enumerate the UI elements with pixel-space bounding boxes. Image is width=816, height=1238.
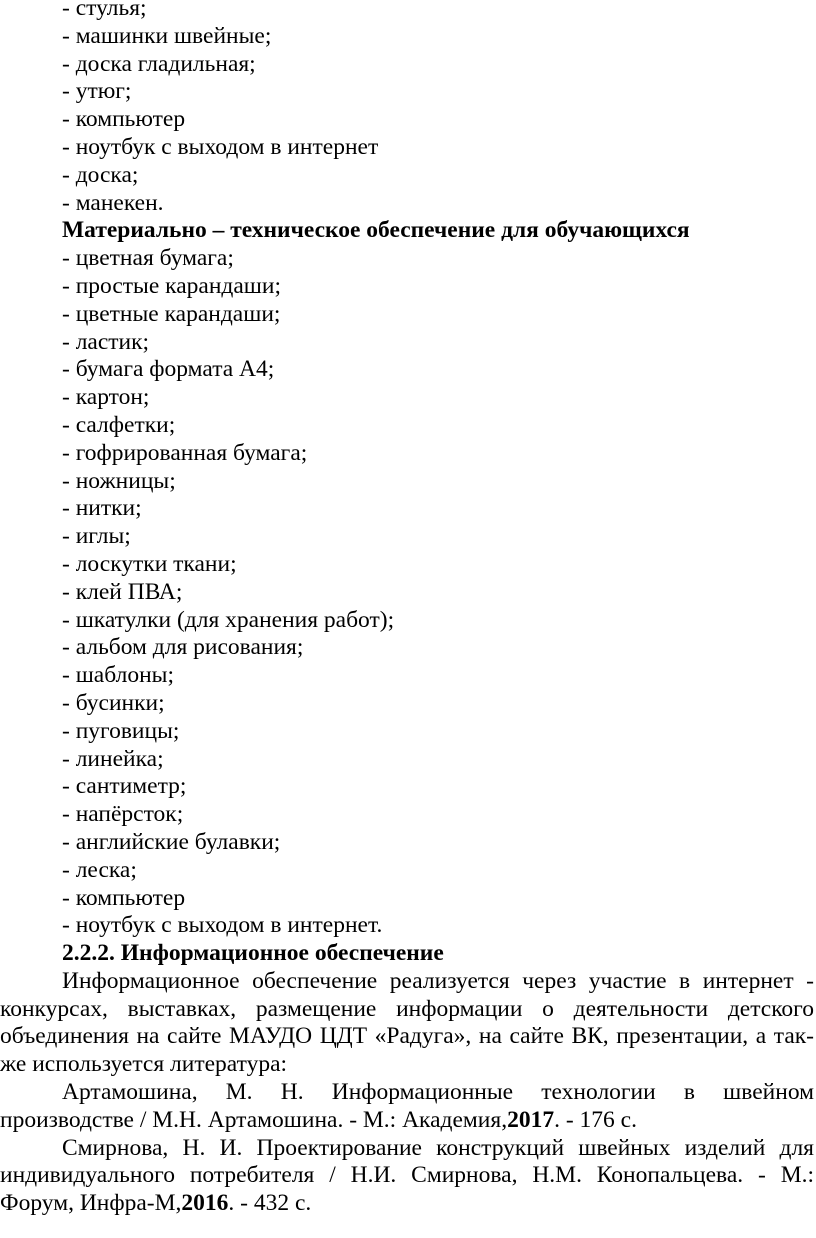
reference-line [0,1190,814,1218]
list-item: - сантиметр; [62,773,187,800]
list-item: - пуговицы; [62,717,180,744]
list-item: - ластик; [62,328,150,355]
reference-text: . - 432 с. [228,1190,312,1217]
reference-item [0,1135,816,1218]
list-item: - альбом для рисования; [62,634,304,661]
paragraph-line: Информационное обеспечение реализуется через участие в интернет - [62,967,814,994]
list-item: - бумага формата А4; [62,356,275,383]
list-item: - манекен. [62,189,164,216]
list-item: - салфетки; [62,411,176,438]
list-item: - линейка; [62,745,164,772]
list-item: - утюг; [62,78,132,105]
list-item: - ножницы; [62,467,176,494]
list-item: - компьютер [62,106,186,133]
list-item: - доска; [62,161,139,188]
reference-line [0,1107,814,1135]
reference-text: Форум, Инфра-М, [0,1190,182,1217]
list-item: - ноутбук с выходом в интернет. [62,912,383,939]
list-item: - цветные карандаши; [62,300,281,327]
list-item: - напёрсток; [62,801,184,828]
list-item: - нитки; [62,495,142,522]
list-item: - английские булавки; [62,828,281,855]
list-item: - ноутбук с выходом в интернет [62,133,379,160]
info-paragraph [0,968,816,1079]
reference-line: Смирнова, Н. И. Проектирование конструкций швейных изделий для [62,1134,814,1161]
list-item: - картон; [62,384,150,411]
info-section-heading: 2.2.2. Информационное обеспечение [62,940,444,967]
list-item: - простые карандаши; [62,272,281,299]
students-materials-heading: Материально – техническое обеспечение для обучающихся [62,217,690,244]
reference-line: Артамошина, М. Н. Информационные технологии в швейном [62,1079,814,1106]
list-item: - гофрированная бумага; [62,439,308,466]
equipment-list [0,0,816,217]
list-item: - стулья; [62,0,147,21]
list-item: - клей ПВА; [62,578,183,605]
list-item: - доска гладильная; [62,50,256,77]
list-item: - цветная бумага; [62,245,234,272]
list-item: - бусинки; [62,689,165,716]
reference-year: 2016 [181,1190,229,1217]
reference-year: 2017 [507,1106,555,1133]
list-item: - компьютер [62,884,186,911]
paragraph-line: объединения на сайте МАУДО ЦДТ «Радуга», на сайте ВК, презентации, а так- [0,1023,814,1050]
reference-line: индивидуального потребителя / Н.И. Смирнова, Н.М. Конопальцева. - М.: [0,1162,814,1189]
list-item: - шкатулки (для хранения работ); [62,606,395,633]
list-item: - леска; [62,856,137,883]
list-item: - иглы; [62,523,131,550]
paragraph-line: же используется литература: [0,1051,288,1078]
students-materials-list [0,245,816,940]
list-item: - машинки швейные; [62,22,272,49]
reference-item [0,1079,816,1135]
reference-text: производстве / М.Н. Артамошина. - М.: Академия, [0,1106,508,1133]
list-item: - шаблоны; [62,662,174,689]
reference-text: . - 176 с. [554,1106,637,1133]
list-item: - лоскутки ткани; [62,550,237,577]
paragraph-line: конкурсах, выставках, размещение информации о деятельности детского [0,995,814,1022]
